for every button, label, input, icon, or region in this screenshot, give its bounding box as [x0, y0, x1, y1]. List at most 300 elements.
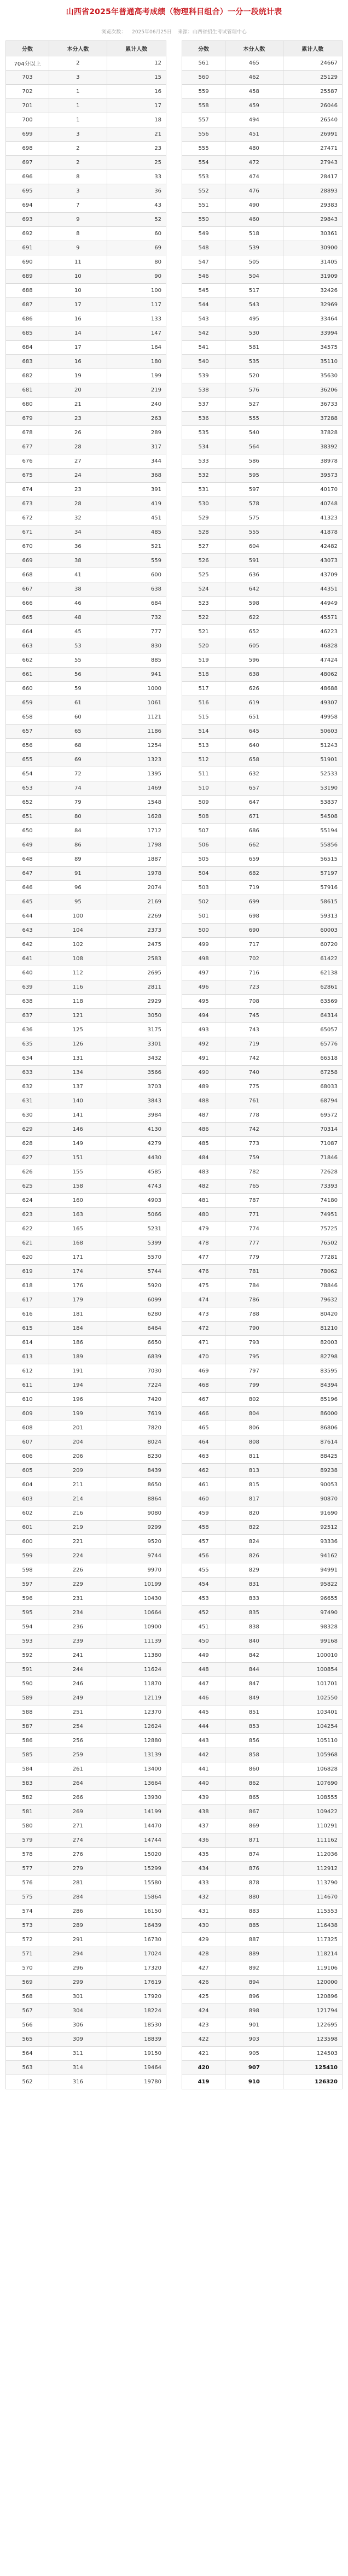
count-cell: 543 [225, 298, 283, 312]
count-cell: 158 [49, 1179, 107, 1194]
score-cell: 686 [6, 312, 49, 326]
score-cell: 506 [182, 838, 225, 852]
table-row [6, 1634, 166, 1649]
count-cell: 100 [49, 909, 107, 924]
count-cell: 102 [49, 938, 107, 952]
cumulative-cell: 3984 [107, 1108, 166, 1123]
table-row [6, 1151, 166, 1165]
cumulative-cell: 29843 [283, 213, 342, 227]
count-cell: 808 [225, 1435, 283, 1450]
score-cell: 684 [6, 341, 49, 355]
count-cell: 817 [225, 1492, 283, 1506]
table-row [6, 625, 166, 639]
cumulative-cell: 732 [107, 611, 166, 625]
table-row [182, 980, 343, 995]
score-cell: 448 [182, 1663, 225, 1677]
table-row [182, 1563, 343, 1578]
count-cell: 682 [225, 867, 283, 881]
score-cell: 580 [6, 1819, 49, 1833]
score-cell: 509 [182, 796, 225, 810]
cumulative-cell: 94991 [283, 1563, 342, 1578]
table-row [182, 1649, 343, 1663]
cumulative-cell: 105110 [283, 1734, 342, 1748]
cumulative-cell: 91690 [283, 1506, 342, 1521]
table-row [6, 796, 166, 810]
table-row [182, 369, 343, 383]
cumulative-cell: 12 [107, 56, 166, 71]
cumulative-cell: 46223 [283, 625, 342, 639]
count-cell: 539 [225, 241, 283, 255]
count-cell: 847 [225, 1677, 283, 1691]
score-cell: 499 [182, 938, 225, 952]
cumulative-header: 累计人数 [283, 41, 342, 56]
cumulative-cell: 219 [107, 383, 166, 398]
cumulative-cell: 3301 [107, 1037, 166, 1052]
count-cell: 17 [49, 341, 107, 355]
score-cell: 563 [6, 2061, 49, 2075]
score-cell: 496 [182, 980, 225, 995]
table-row [182, 1251, 343, 1265]
cumulative-cell: 74951 [283, 1208, 342, 1222]
score-cell: 588 [6, 1705, 49, 1720]
score-cell: 443 [182, 1734, 225, 1748]
score-cell: 432 [182, 1890, 225, 1905]
score-cell: 687 [6, 298, 49, 312]
score-cell: 466 [182, 1407, 225, 1421]
table-row [6, 611, 166, 625]
count-cell: 314 [49, 2061, 107, 2075]
count-cell: 822 [225, 1521, 283, 1535]
cumulative-cell: 53190 [283, 781, 342, 796]
table-row [6, 710, 166, 725]
article-meta [0, 24, 348, 40]
cumulative-cell: 9970 [107, 1563, 166, 1578]
cumulative-cell: 14744 [107, 1833, 166, 1848]
score-cell: 430 [182, 1919, 225, 1933]
table-row [182, 298, 343, 312]
cumulative-cell: 17320 [107, 1961, 166, 1976]
cumulative-cell: 44351 [283, 582, 342, 597]
count-cell: 702 [225, 952, 283, 966]
cumulative-cell: 28417 [283, 170, 342, 184]
cumulative-cell: 3175 [107, 1023, 166, 1037]
table-row [6, 2061, 166, 2075]
table-row [182, 838, 343, 852]
table-row [182, 696, 343, 710]
cumulative-cell: 33464 [283, 312, 342, 326]
cumulative-cell: 60 [107, 227, 166, 241]
score-cell: 610 [6, 1393, 49, 1407]
score-table-left-body [6, 56, 166, 2089]
count-cell: 690 [225, 924, 283, 938]
table-row [6, 227, 166, 241]
cumulative-cell: 58615 [283, 895, 342, 909]
cumulative-cell: 4903 [107, 1194, 166, 1208]
score-cell: 628 [6, 1137, 49, 1151]
cumulative-cell: 1121 [107, 710, 166, 725]
cumulative-cell: 44949 [283, 597, 342, 611]
count-cell: 9 [49, 241, 107, 255]
table-row [182, 710, 343, 725]
table-row [6, 113, 166, 127]
count-cell: 604 [225, 540, 283, 554]
cumulative-cell: 18224 [107, 2004, 166, 2018]
count-cell: 659 [225, 852, 283, 867]
count-cell: 72 [49, 767, 107, 781]
cumulative-cell: 52533 [283, 767, 342, 781]
score-table-right-body [182, 56, 343, 2089]
count-cell: 179 [49, 1293, 107, 1307]
view-count-label: 浏览次数： [101, 30, 126, 35]
table-row [6, 1663, 166, 1677]
count-cell: 797 [225, 1364, 283, 1378]
count-cell: 652 [225, 625, 283, 639]
count-cell: 299 [49, 1976, 107, 1990]
score-cell: 472 [182, 1322, 225, 1336]
score-cell: 669 [6, 554, 49, 568]
cumulative-cell: 76502 [283, 1236, 342, 1251]
score-cell: 575 [6, 1890, 49, 1905]
table-row [6, 1976, 166, 1990]
count-cell: 708 [225, 995, 283, 1009]
cumulative-cell: 92512 [283, 1521, 342, 1535]
cumulative-cell: 122695 [283, 2018, 342, 2032]
count-cell: 196 [49, 1393, 107, 1407]
count-cell: 108 [49, 952, 107, 966]
table-row [182, 568, 343, 582]
score-cell: 469 [182, 1364, 225, 1378]
count-cell: 472 [225, 156, 283, 170]
cumulative-cell: 90870 [283, 1492, 342, 1506]
count-cell: 657 [225, 781, 283, 796]
table-row [182, 824, 343, 838]
score-cell: 482 [182, 1179, 225, 1194]
count-cell: 458 [225, 85, 283, 99]
score-cell: 567 [6, 2004, 49, 2018]
cumulative-cell: 2169 [107, 895, 166, 909]
count-cell: 564 [225, 440, 283, 454]
score-cell: 658 [6, 710, 49, 725]
cumulative-cell: 103401 [283, 1705, 342, 1720]
score-cell: 492 [182, 1037, 225, 1052]
cumulative-cell: 10664 [107, 1606, 166, 1620]
score-cell: 519 [182, 653, 225, 668]
count-cell: 465 [225, 56, 283, 71]
table-row [182, 1279, 343, 1293]
cumulative-cell: 79632 [283, 1293, 342, 1307]
table-row [6, 668, 166, 682]
table-row [182, 1151, 343, 1165]
cumulative-cell: 85196 [283, 1393, 342, 1407]
score-cell: 631 [6, 1094, 49, 1108]
cumulative-cell: 25587 [283, 85, 342, 99]
count-cell: 505 [225, 255, 283, 270]
count-cell: 104 [49, 924, 107, 938]
score-cell: 558 [182, 99, 225, 113]
score-cell: 607 [6, 1435, 49, 1450]
table-row [182, 739, 343, 753]
score-cell: 548 [182, 241, 225, 255]
cumulative-cell: 70314 [283, 1123, 342, 1137]
cumulative-cell: 56515 [283, 852, 342, 867]
cumulative-cell: 5066 [107, 1208, 166, 1222]
score-cell: 630 [6, 1108, 49, 1123]
table-row [6, 838, 166, 852]
cumulative-cell: 37288 [283, 412, 342, 426]
count-cell: 813 [225, 1464, 283, 1478]
cumulative-cell: 12624 [107, 1720, 166, 1734]
count-cell: 20 [49, 383, 107, 398]
table-row [6, 412, 166, 426]
score-cell: 621 [6, 1236, 49, 1251]
cumulative-cell: 1061 [107, 696, 166, 710]
cumulative-cell: 199 [107, 369, 166, 383]
count-cell: 849 [225, 1691, 283, 1705]
count-cell: 32 [49, 511, 107, 525]
cumulative-cell: 1628 [107, 810, 166, 824]
score-cell: 606 [6, 1450, 49, 1464]
table-row [182, 1052, 343, 1066]
count-cell: 2 [49, 56, 107, 71]
score-cell: 702 [6, 85, 49, 99]
count-cell: 495 [225, 312, 283, 326]
score-cell: 587 [6, 1720, 49, 1734]
count-cell: 301 [49, 1990, 107, 2004]
count-cell: 833 [225, 1592, 283, 1606]
publish-date: 2025年06月25日 [132, 30, 172, 35]
table-row [182, 1336, 343, 1350]
table-row [182, 781, 343, 796]
count-cell: 274 [49, 1833, 107, 1848]
cumulative-cell: 100010 [283, 1649, 342, 1663]
count-cell: 34 [49, 525, 107, 540]
count-cell: 787 [225, 1194, 283, 1208]
count-cell: 24 [49, 469, 107, 483]
score-cell: 559 [182, 85, 225, 99]
count-cell: 41 [49, 568, 107, 582]
cumulative-cell: 8024 [107, 1435, 166, 1450]
table-row [6, 1094, 166, 1108]
score-cell: 435 [182, 1848, 225, 1862]
table-row [6, 497, 166, 511]
table-row [6, 1450, 166, 1464]
score-cell: 441 [182, 1762, 225, 1777]
score-cell: 659 [6, 696, 49, 710]
cumulative-cell: 30900 [283, 241, 342, 255]
table-row [182, 1307, 343, 1322]
cumulative-cell: 69572 [283, 1108, 342, 1123]
count-cell: 719 [225, 881, 283, 895]
cumulative-cell: 52 [107, 213, 166, 227]
count-cell: 595 [225, 469, 283, 483]
cumulative-cell: 112036 [283, 1848, 342, 1862]
score-cell: 647 [6, 867, 49, 881]
score-cell: 498 [182, 952, 225, 966]
cumulative-cell: 1469 [107, 781, 166, 796]
count-cell: 286 [49, 1905, 107, 1919]
count-cell: 95 [49, 895, 107, 909]
cumulative-cell: 45571 [283, 611, 342, 625]
table-row [6, 1137, 166, 1151]
cumulative-cell: 51901 [283, 753, 342, 767]
score-cell: 612 [6, 1364, 49, 1378]
table-row [6, 1535, 166, 1549]
table-row [6, 781, 166, 796]
count-cell: 658 [225, 753, 283, 767]
cumulative-cell: 3843 [107, 1094, 166, 1108]
table-row [182, 170, 343, 184]
score-cell: 604 [6, 1478, 49, 1492]
score-cell: 552 [182, 184, 225, 198]
score-cell: 565 [6, 2032, 49, 2047]
score-cell: 541 [182, 341, 225, 355]
cumulative-cell: 5231 [107, 1222, 166, 1236]
score-cell: 574 [6, 1905, 49, 1919]
count-cell: 742 [225, 1052, 283, 1066]
table-row [6, 867, 166, 881]
count-cell: 251 [49, 1705, 107, 1720]
cumulative-cell: 2373 [107, 924, 166, 938]
table-row [6, 1819, 166, 1833]
score-cell: 609 [6, 1407, 49, 1421]
table-row [182, 1222, 343, 1236]
cumulative-cell: 4743 [107, 1179, 166, 1194]
count-cell: 761 [225, 1094, 283, 1108]
cumulative-cell: 12119 [107, 1691, 166, 1705]
count-cell: 871 [225, 1833, 283, 1848]
score-cell: 641 [6, 952, 49, 966]
score-cell: 515 [182, 710, 225, 725]
score-cell: 698 [6, 142, 49, 156]
table-row [182, 1535, 343, 1549]
table-row [182, 1862, 343, 1876]
table-row [6, 1905, 166, 1919]
score-cell: 592 [6, 1649, 49, 1663]
score-cell: 648 [6, 852, 49, 867]
table-row [182, 881, 343, 895]
table-row [182, 1691, 343, 1705]
table-row [182, 1464, 343, 1478]
cumulative-cell: 16439 [107, 1919, 166, 1933]
count-cell: 793 [225, 1336, 283, 1350]
count-cell: 597 [225, 483, 283, 497]
table-row [6, 241, 166, 255]
score-cell: 475 [182, 1279, 225, 1293]
count-cell: 291 [49, 1933, 107, 1947]
cumulative-cell: 48688 [283, 682, 342, 696]
count-cell: 28 [49, 497, 107, 511]
cumulative-cell: 9520 [107, 1535, 166, 1549]
score-cell: 523 [182, 597, 225, 611]
cumulative-cell: 7224 [107, 1378, 166, 1393]
table-row [6, 1777, 166, 1791]
count-cell: 784 [225, 1279, 283, 1293]
cumulative-cell: 344 [107, 454, 166, 469]
cumulative-cell: 36733 [283, 398, 342, 412]
score-cell: 478 [182, 1236, 225, 1251]
score-cell: 677 [6, 440, 49, 454]
table-row [6, 369, 166, 383]
table-header-row [6, 41, 166, 56]
count-cell: 229 [49, 1578, 107, 1592]
cumulative-cell: 87614 [283, 1435, 342, 1450]
score-cell: 569 [6, 1976, 49, 1990]
score-cell: 676 [6, 454, 49, 469]
cumulative-cell: 7619 [107, 1407, 166, 1421]
cumulative-cell: 101701 [283, 1677, 342, 1691]
table-row [6, 1620, 166, 1634]
table-row [182, 398, 343, 412]
count-cell: 1 [49, 85, 107, 99]
cumulative-cell: 95822 [283, 1578, 342, 1592]
score-cell: 627 [6, 1151, 49, 1165]
score-cell: 599 [6, 1549, 49, 1563]
table-row [182, 2004, 343, 2018]
score-cell: 644 [6, 909, 49, 924]
cumulative-cell: 29383 [283, 198, 342, 213]
table-row [6, 725, 166, 739]
table-row [182, 1393, 343, 1407]
score-cell: 646 [6, 881, 49, 895]
score-cell: 685 [6, 326, 49, 341]
cumulative-cell: 4279 [107, 1137, 166, 1151]
cumulative-cell: 12370 [107, 1705, 166, 1720]
count-cell: 56 [49, 668, 107, 682]
cumulative-cell: 57197 [283, 867, 342, 881]
score-cell: 512 [182, 753, 225, 767]
score-cell: 547 [182, 255, 225, 270]
cumulative-cell: 111162 [283, 1833, 342, 1848]
score-cell: 554 [182, 156, 225, 170]
table-row [6, 355, 166, 369]
count-cell: 59 [49, 682, 107, 696]
table-row [182, 1720, 343, 1734]
cumulative-cell: 125410 [283, 2061, 342, 2075]
count-cell: 244 [49, 1663, 107, 1677]
table-row [6, 881, 166, 895]
count-cell: 211 [49, 1478, 107, 1492]
score-cell: 522 [182, 611, 225, 625]
table-row [182, 426, 343, 440]
cumulative-cell: 109422 [283, 1805, 342, 1819]
count-cell: 605 [225, 639, 283, 653]
cumulative-cell: 66518 [283, 1052, 342, 1066]
count-cell: 79 [49, 796, 107, 810]
cumulative-cell: 33 [107, 170, 166, 184]
table-row [6, 1350, 166, 1364]
cumulative-cell: 46828 [283, 639, 342, 653]
score-cell: 584 [6, 1762, 49, 1777]
count-cell: 279 [49, 1862, 107, 1876]
cumulative-cell: 82798 [283, 1350, 342, 1364]
score-cell: 555 [182, 142, 225, 156]
count-cell: 586 [225, 454, 283, 469]
score-cell: 594 [6, 1620, 49, 1634]
table-row [182, 469, 343, 483]
score-cell: 516 [182, 696, 225, 710]
score-cell: 699 [6, 127, 49, 142]
cumulative-cell: 16150 [107, 1905, 166, 1919]
cumulative-cell: 48062 [283, 668, 342, 682]
count-cell: 256 [49, 1734, 107, 1748]
count-cell: 226 [49, 1563, 107, 1578]
count-cell: 118 [49, 995, 107, 1009]
table-row [6, 852, 166, 867]
count-cell: 520 [225, 369, 283, 383]
table-row [182, 1293, 343, 1307]
score-cell: 695 [6, 184, 49, 198]
cumulative-cell: 2695 [107, 966, 166, 980]
